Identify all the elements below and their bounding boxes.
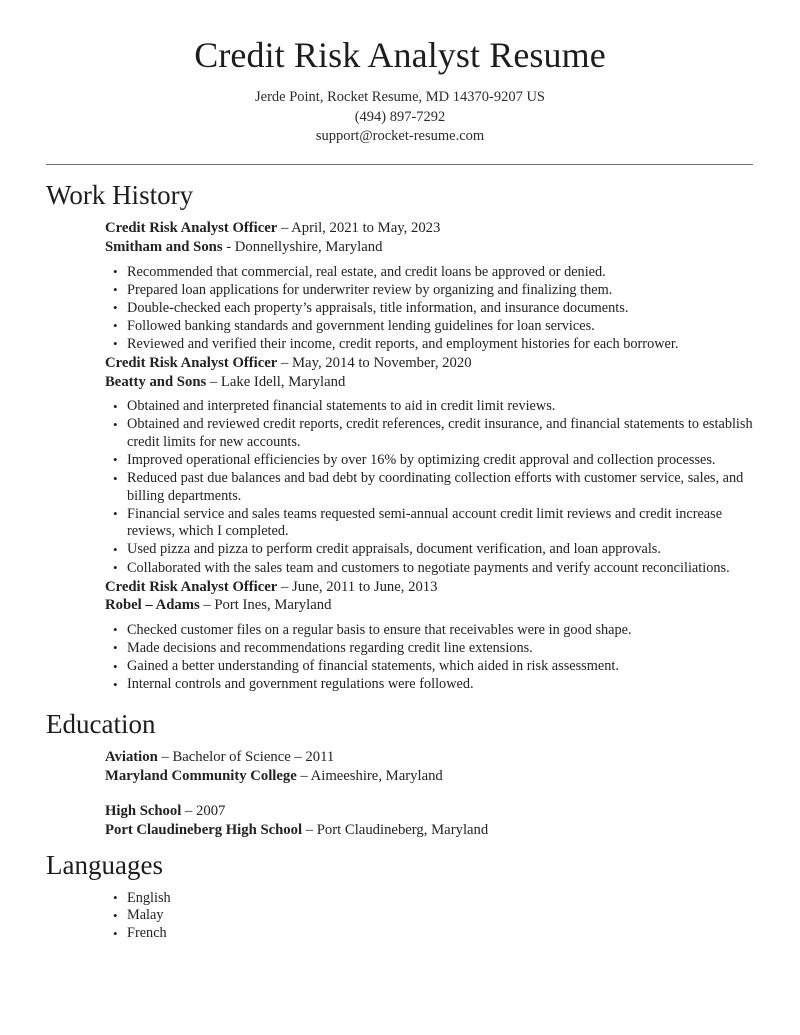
list-item: • French (113, 925, 753, 943)
education-school: Maryland Community College (105, 767, 297, 784)
list-item: • Prepared loan applications for underwriter review by organizing and finalizing them. (113, 282, 753, 300)
contact-email: support@rocket-resume.com (315, 128, 485, 145)
list-item: • Internal controls and government regulations were followed. (113, 676, 753, 694)
list-item: • Followed banking standards and government lending guidelines for loan services. (113, 318, 753, 336)
work-entry-role-line (105, 354, 753, 373)
list-item: • Reduced past due balances and bad debt by coordinating collection efforts with customer service, sales, and billing departments. (113, 470, 753, 505)
section-languages (46, 849, 753, 942)
section-title-education: Education (46, 708, 156, 739)
resume-header (0, 0, 800, 147)
list-item: • Malay (113, 907, 753, 925)
work-entry-dates: – June, 2011 to June, 2013 (280, 578, 438, 595)
education-program-line (105, 748, 753, 767)
education-school-line (105, 821, 753, 840)
list-item: • Obtained and reviewed credit reports, credit references, credit insurance, and financial statements to establish credit limits for new accounts. (113, 416, 753, 451)
contact-address: Jerde Point, Rocket Resume, MD 14370-9207 US (255, 89, 545, 106)
work-entry-company: Robel – Adams (105, 597, 200, 614)
list-item: • Double-checked each property’s appraisals, title information, and insurance documents. (113, 300, 753, 318)
work-entry-location: - Donnellyshire, Maryland (226, 238, 383, 255)
list-item: • Reviewed and verified their income, credit reports, and employment histories for each borrower. (113, 336, 753, 354)
work-entry-role: Credit Risk Analyst Officer (105, 578, 278, 595)
education-location: – Port Claudineberg, Maryland (305, 821, 489, 838)
list-item: • English (113, 890, 753, 908)
list-item: • Gained a better understanding of financial statements, which aided in risk assessment. (113, 658, 753, 676)
education-program: High School (105, 803, 182, 820)
section-title-work-history: Work History (46, 179, 194, 210)
list-item: • Used pizza and pizza to perform credit appraisals, document verification, and loan approvals. (113, 541, 753, 559)
section-title-languages: Languages (46, 850, 163, 881)
work-entry-bullets (46, 264, 753, 354)
work-entry-company-line (105, 596, 753, 615)
header-divider (46, 164, 753, 165)
education-entry-list (46, 748, 753, 839)
list-item: • Financial service and sales teams requested semi-annual account credit limit reviews and credit increase reviews, which I completed. (113, 506, 753, 541)
work-entry-company-line (105, 238, 753, 257)
education-entry (46, 802, 753, 839)
work-entry-role: Credit Risk Analyst Officer (105, 355, 278, 372)
work-entry-role: Credit Risk Analyst Officer (105, 220, 278, 237)
work-entry-role-line (105, 219, 753, 238)
education-degree: – Bachelor of Science – 2011 (161, 749, 335, 766)
work-entry-location: – Port Ines, Maryland (203, 597, 332, 614)
education-school: Port Claudineberg High School (105, 821, 303, 838)
list-item: • Made decisions and recommendations regarding credit line extensions. (113, 640, 753, 658)
list-item: • Checked customer files on a regular basis to ensure that receivables were in good shape. (113, 622, 753, 640)
list-item: • Obtained and interpreted financial statements to aid in credit limit reviews. (113, 398, 753, 416)
page-title: Credit Risk Analyst Resume (194, 35, 606, 75)
education-degree: – 2007 (185, 803, 226, 820)
list-item: • Collaborated with the sales team and customers to negotiate payments and verify account reconciliations. (113, 560, 753, 578)
education-program-line (105, 802, 753, 821)
work-entry-company: Beatty and Sons (105, 373, 207, 390)
section-work-history (46, 179, 753, 694)
work-entry-company: Smitham and Sons (105, 238, 223, 255)
list-item: • Recommended that commercial, real estate, and credit loans be approved or denied. (113, 264, 753, 282)
work-entry (46, 578, 753, 615)
section-education (46, 708, 753, 840)
education-entry (46, 748, 753, 785)
work-entry-company-line (105, 373, 753, 392)
work-entry-bullets (46, 398, 753, 577)
education-location: – Aimeeshire, Maryland (300, 767, 443, 784)
contact-phone: (494) 897-7292 (354, 108, 446, 125)
work-entry (46, 354, 753, 391)
work-entry-dates: – May, 2014 to November, 2020 (280, 355, 472, 372)
education-program: Aviation (105, 749, 158, 766)
work-entry-list (46, 219, 753, 693)
languages-list (46, 890, 753, 943)
education-school-line (105, 767, 753, 786)
resume-content (0, 179, 800, 943)
work-entry-location: – Lake Idell, Maryland (209, 373, 346, 390)
work-entry (46, 219, 753, 256)
work-entry-dates: – April, 2021 to May, 2023 (280, 220, 441, 237)
work-entry-role-line (105, 578, 753, 597)
list-item: • Improved operational efficiencies by over 16% by optimizing credit approval and collection processes. (113, 452, 753, 470)
work-entry-bullets (46, 622, 753, 694)
